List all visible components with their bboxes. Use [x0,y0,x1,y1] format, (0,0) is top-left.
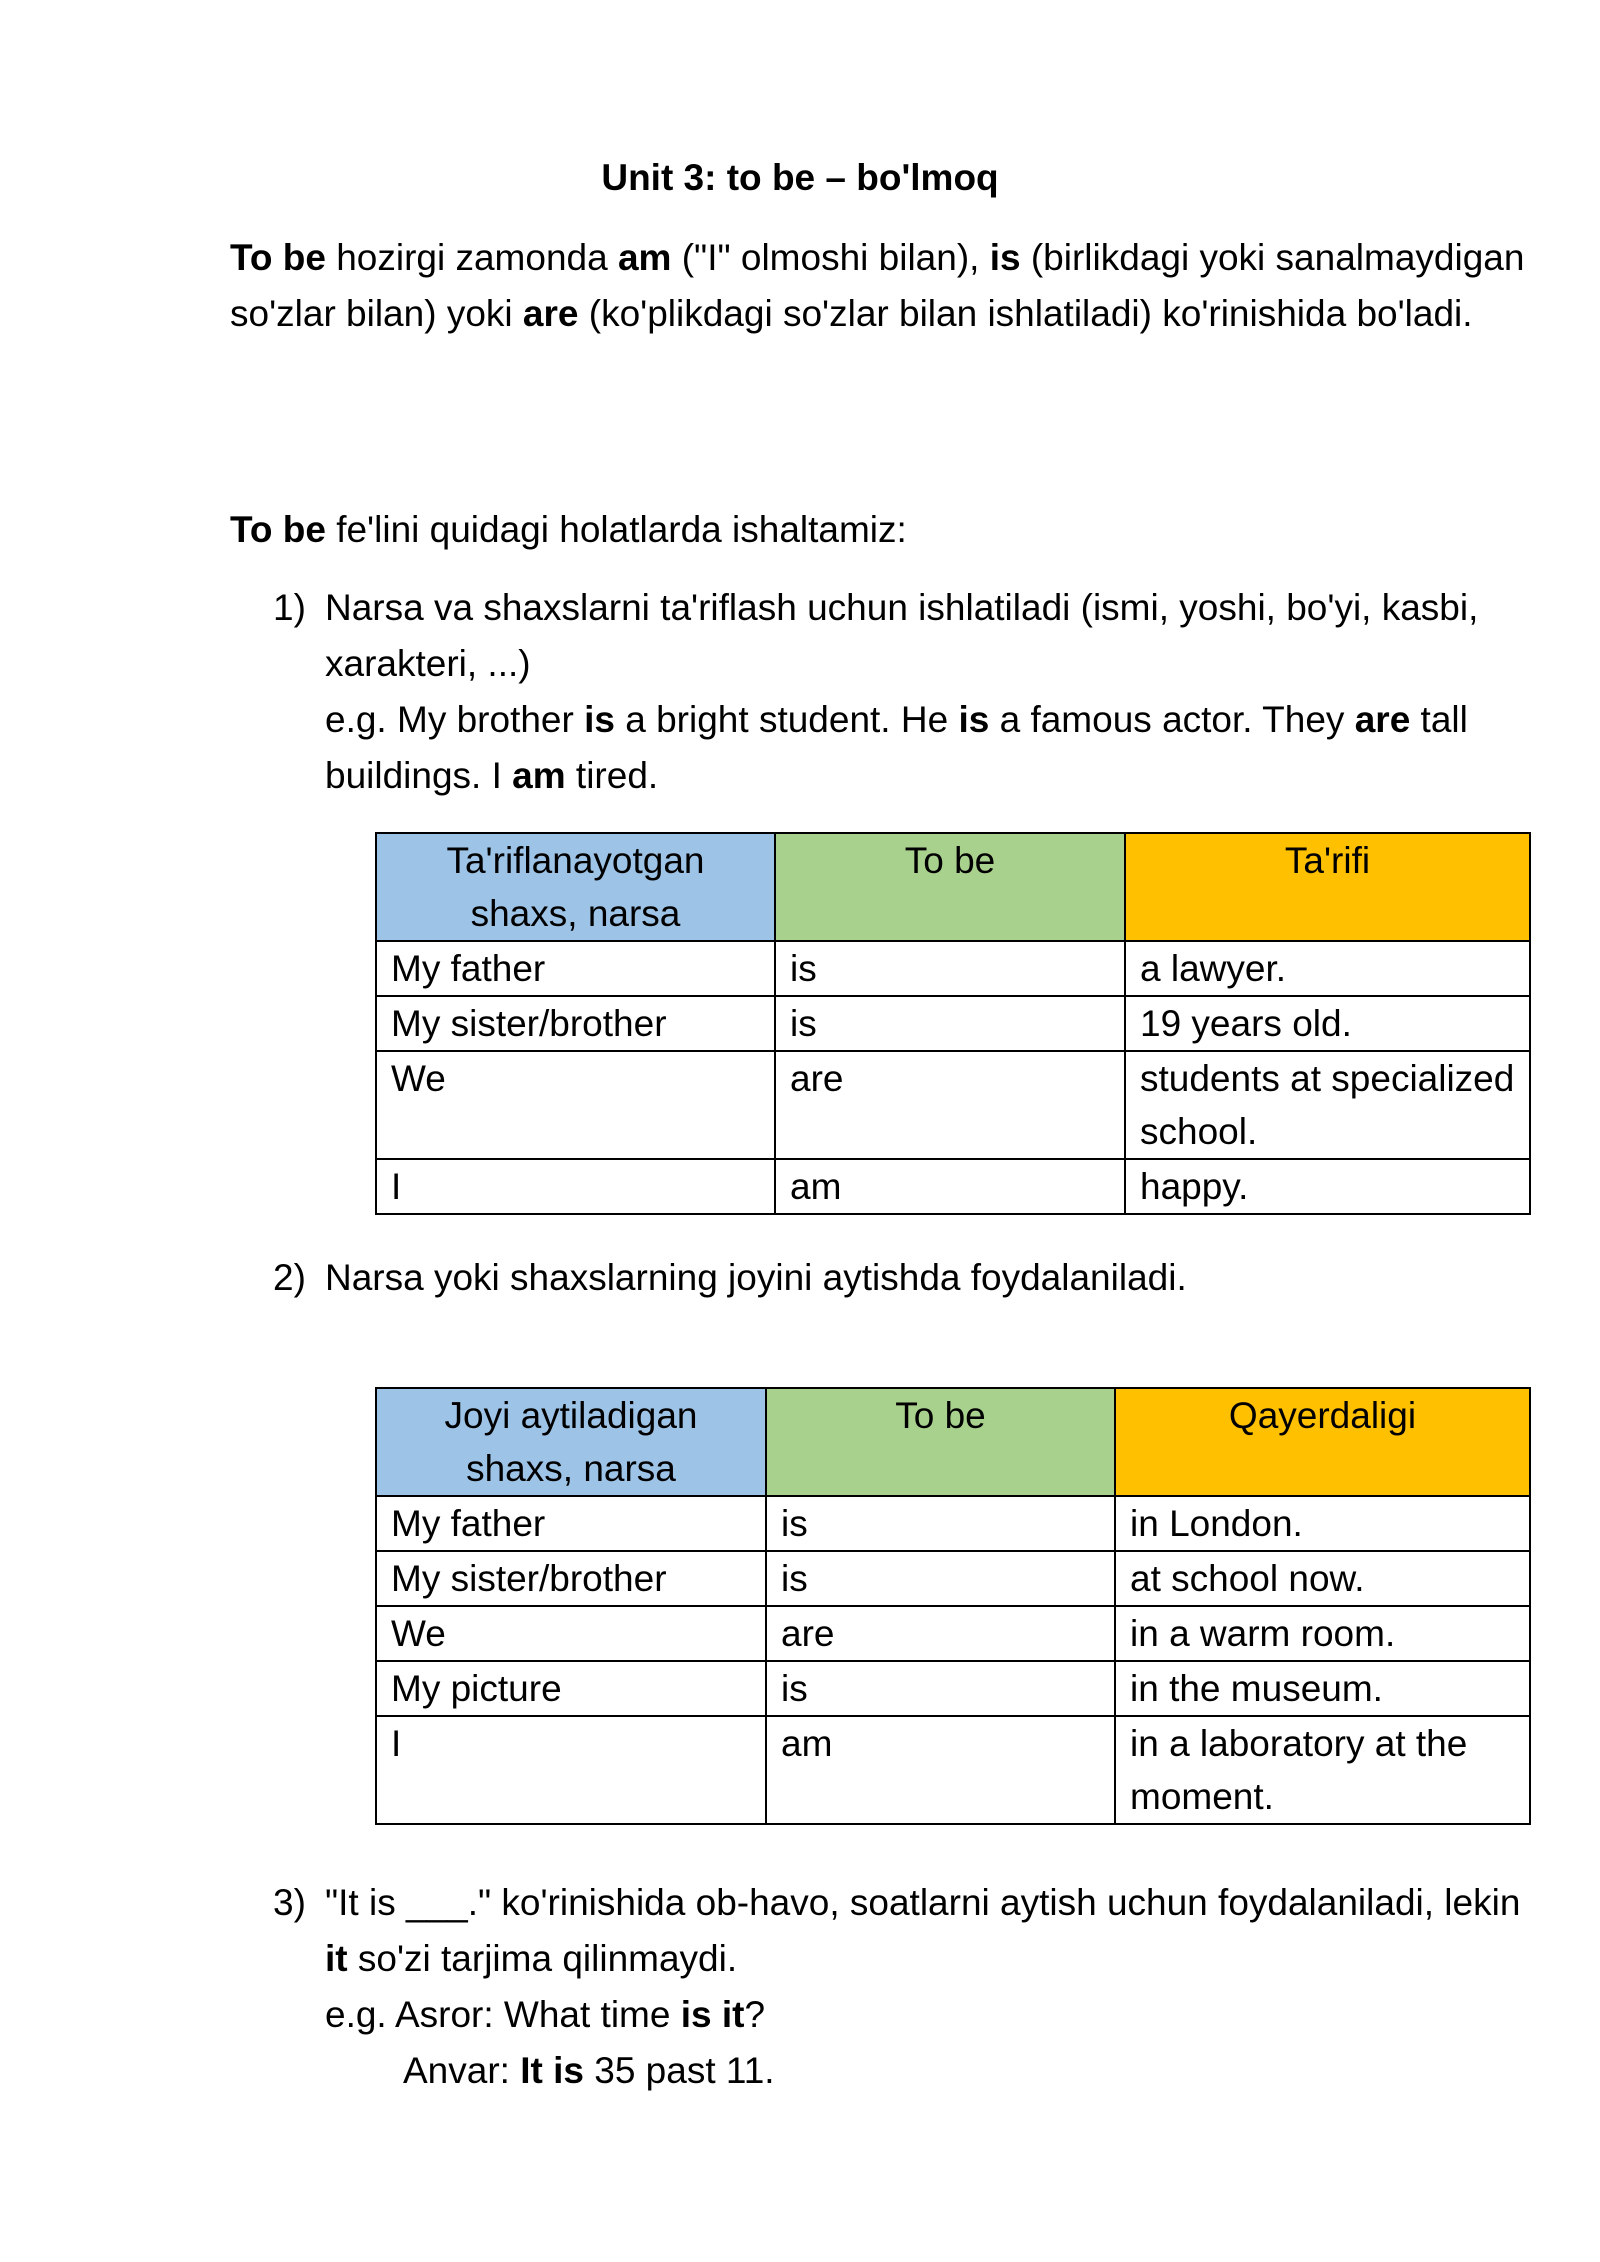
intro-is: is [989,237,1021,278]
example-bold: is it [680,1994,745,2035]
table-header-subject: Ta'riflanayotgan shaxs, narsa [376,833,775,941]
table-cell: My father [376,941,775,996]
list-number: 3) [273,1882,306,1923]
intro-are: are [522,293,579,334]
usage-text: fe'lini quidagi holatlarda ishaltamiz: [325,509,907,550]
item-bold: it [325,1938,348,1979]
table-cell: students at specialized school. [1125,1051,1530,1159]
example-text: a bright student. He [614,699,959,740]
intro-text: ("I" olmoshi bilan), [671,237,990,278]
table-cell: 19 years old. [1125,996,1530,1051]
example-line [325,2043,1535,2099]
example-bold: is [958,699,990,740]
item-text: so'zi tarjima qilinmaydi. [347,1938,738,1979]
table-cell: My sister/brother [376,996,775,1051]
table-cell: at school now. [1115,1551,1530,1606]
example-text: e.g. My brother [325,699,585,740]
intro-text: (birlikdagi yoki sanalmaydigan so'zlar bilan) yoki [230,237,1525,334]
table-row [376,1716,1530,1824]
table-cell: I [376,1159,775,1214]
table-cell: is [766,1551,1115,1606]
example-bold: is [584,699,615,740]
example-text: tall buildings. I [325,699,1468,796]
table-cell: My father [376,1496,766,1551]
table-cell: I [376,1716,766,1824]
table-header-subject: Joyi aytiladigan shaxs, narsa [376,1388,766,1496]
table-cell: is [775,996,1125,1051]
table-row [376,1661,1530,1716]
table-cell: are [775,1051,1125,1159]
intro-text: hozirgi zamonda [325,237,618,278]
example-line [325,692,1535,804]
table-row [376,1159,1530,1214]
example-line [325,1987,1535,2043]
table-header-tobe: To be [766,1388,1115,1496]
table-row [376,1496,1530,1551]
location-table [375,1387,1531,1825]
table-header-tobe: To be [775,833,1125,941]
list-item-text: Narsa yoki shaxslarning joyini aytishda foydalaniladi. [325,1257,1187,1298]
table-cell: in a warm room. [1115,1606,1530,1661]
example-bold: It is [520,2050,584,2091]
table-cell: a lawyer. [1125,941,1530,996]
list-item-2 [273,1250,1535,1306]
example-text: 35 past 11. [583,2050,775,2091]
example-text: a famous actor. They [989,699,1355,740]
list-item-text: Narsa va shaxslarni ta'riflash uchun ishlatiladi (ismi, yoshi, bo'yi, kasbi, xarakteri, ...) [325,587,1479,684]
table-header-row [376,1388,1530,1496]
table-cell: happy. [1125,1159,1530,1214]
table-header-description: Ta'rifi [1125,833,1530,941]
table-cell: is [766,1496,1115,1551]
table-row [376,1606,1530,1661]
example-text: tired. [565,755,659,796]
example-text: ? [744,1994,766,2035]
table-cell: My picture [376,1661,766,1716]
example-bold: am [512,755,566,796]
table-cell: is [766,1661,1115,1716]
intro-paragraph [230,230,1530,342]
table-header-row [376,833,1530,941]
table-cell: am [775,1159,1125,1214]
item-text: "It is ___." ko'rinishida ob-havo, soatlarni aytish uchun foydalaniladi, lekin [325,1882,1521,1923]
example-text: e.g. Asror: What time [325,1994,681,2035]
page-title: Unit 3: to be – bo'lmoq [601,157,999,198]
list-number: 2) [273,1257,306,1298]
usage-heading [230,502,1530,558]
table-cell: We [376,1606,766,1661]
intro-term: To be [230,237,326,278]
table-cell: in London. [1115,1496,1530,1551]
intro-am: am [617,237,672,278]
table-cell: We [376,1051,775,1159]
table-row [376,996,1530,1051]
intro-text: (ko'plikdagi so'zlar bilan ishlatiladi) ko'rinishida bo'ladi. [578,293,1473,334]
list-item-text [325,1875,1535,1987]
list-item-1 [273,580,1535,804]
usage-term: To be [230,509,326,550]
table-header-location: Qayerdaligi [1115,1388,1530,1496]
table-cell: are [766,1606,1115,1661]
list-number: 1) [273,587,306,628]
example-bold: are [1354,699,1411,740]
table-cell: My sister/brother [376,1551,766,1606]
list-item-3 [273,1875,1535,2099]
table-cell: is [775,941,1125,996]
table-row [376,941,1530,996]
table-cell: in a laboratory at the moment. [1115,1716,1530,1824]
example-text: Anvar: [403,2050,521,2091]
table-cell: am [766,1716,1115,1824]
description-table [375,832,1531,1215]
table-row [376,1551,1530,1606]
table-row [376,1051,1530,1159]
table-cell: in the museum. [1115,1661,1530,1716]
